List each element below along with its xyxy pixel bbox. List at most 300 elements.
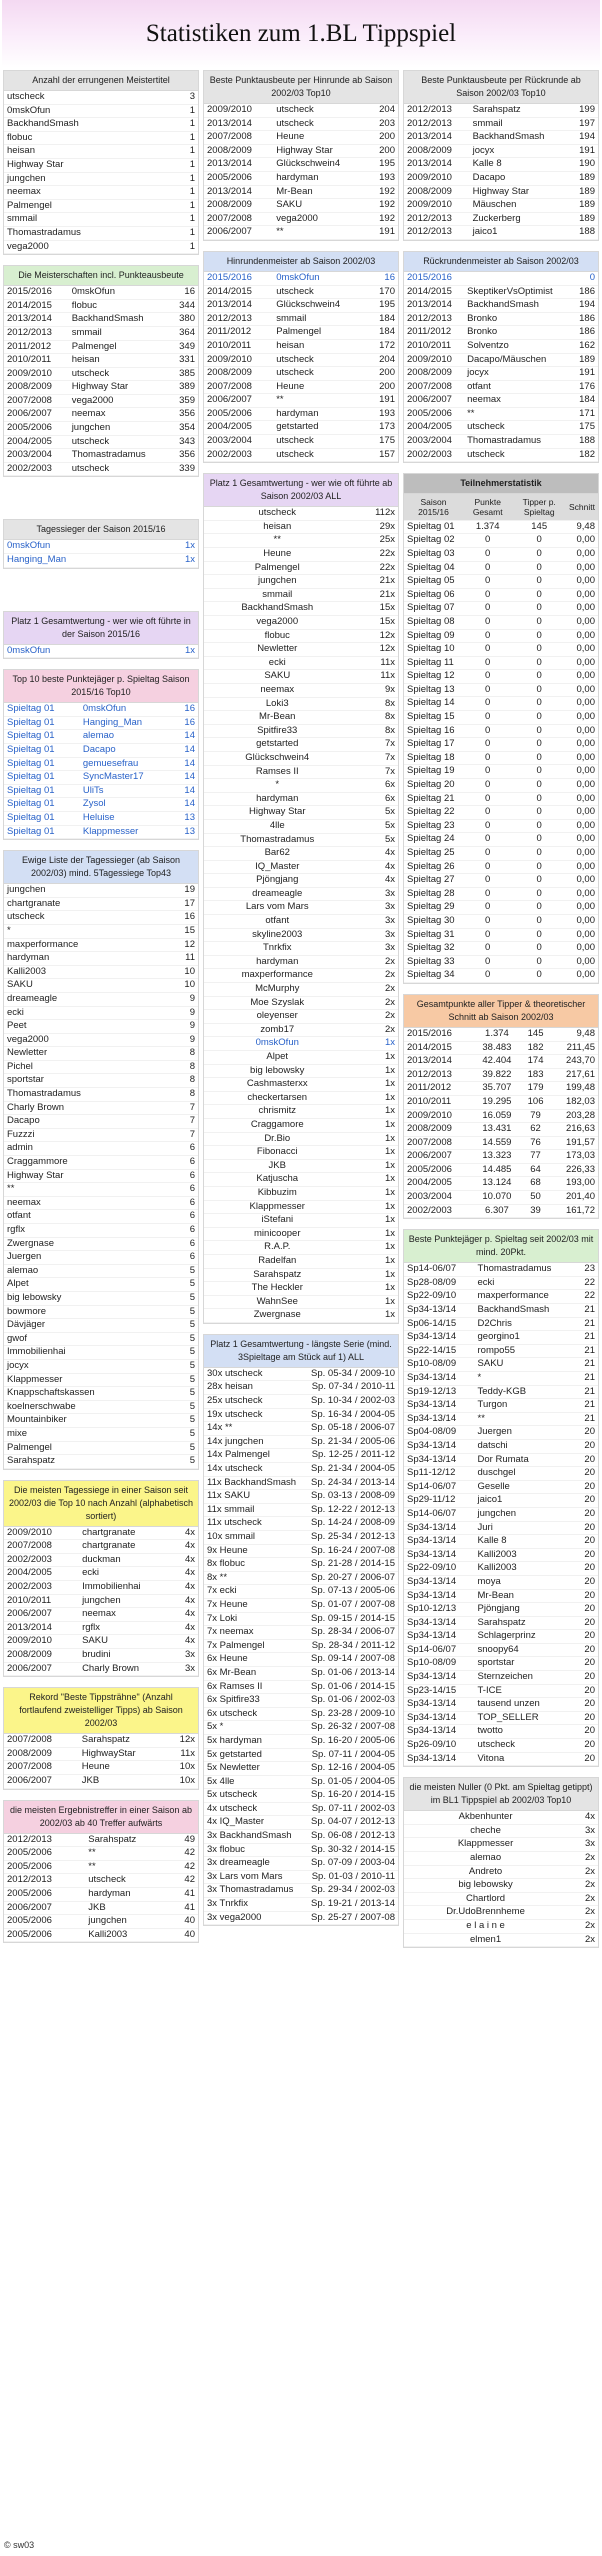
tippserie-cell: 5x 4lle [204, 1775, 304, 1789]
platz1all-cell: Highway Star [204, 806, 351, 820]
teilnehmer-cell: 0 [463, 547, 512, 561]
meistertitel-row [4, 145, 198, 159]
tippstraehne-row [4, 1761, 198, 1775]
tippserie-cell: 19x utscheck [204, 1408, 304, 1422]
teilnehmer-cell: 0,00 [566, 969, 598, 983]
bestejaeger-cell: 20 [577, 1616, 598, 1630]
platz1all-cell: 15x [351, 602, 399, 616]
bestejaeger-row [404, 1657, 598, 1671]
ewigeliste-row [4, 1047, 198, 1061]
ewigeliste-cell: Kalli2003 [4, 965, 169, 979]
teilnehmer-row [404, 847, 598, 861]
rueckrunde-row [404, 171, 598, 185]
tippstraehne-row [4, 1747, 198, 1761]
meisterschaften-cell: 2013/2014 [4, 313, 69, 327]
meistertitel-header: Anzahl der errungenen Meistertitel [4, 71, 198, 91]
bestejaeger-cell: 20 [577, 1684, 598, 1698]
teilnehmer-cell: Spieltag 03 [404, 547, 463, 561]
tippserie-row [204, 1449, 398, 1463]
bestejaeger-cell: rompo55 [475, 1344, 577, 1358]
hinrunde-cell: Mr-Bean [273, 185, 368, 199]
hinrundenmeister-cell: 191 [368, 394, 398, 408]
teilnehmer-cell: Spieltag 29 [404, 901, 463, 915]
hinrundenmeister-cell: 193 [368, 407, 398, 421]
gesamtpunkte-cell: 2007/2008 [404, 1136, 473, 1150]
ewigeliste-row [4, 1169, 198, 1183]
teilnehmer-cell: 0 [463, 751, 512, 765]
top10jaeger-cell: 0mskOfun [80, 703, 175, 716]
teilnehmer-cell: Spieltag 17 [404, 738, 463, 752]
platz1all-cell: Lars vom Mars [204, 901, 351, 915]
meisterschaften-cell: 2008/2009 [4, 381, 69, 395]
bestejaeger-cell: Juergen [475, 1426, 577, 1440]
platz1all-row [204, 507, 398, 520]
ewigeliste-cell: 5 [169, 1414, 198, 1428]
ergebnistreffer-box [3, 1800, 199, 1944]
platz1all-row [204, 779, 398, 793]
teilnehmer-cell: 0 [463, 534, 512, 548]
ewigeliste-cell: Sarahspatz [4, 1455, 169, 1469]
bestejaeger-cell: 20 [577, 1521, 598, 1535]
rueckrundenmeister-cell: 191 [572, 367, 598, 381]
meistertitel-cell: utscheck [4, 91, 174, 104]
gesamtpunkte-row [404, 1177, 598, 1191]
teilnehmer-cell: Spieltag 14 [404, 697, 463, 711]
meisterschaften-cell: Palmengel [69, 340, 171, 354]
bestejaeger-cell: Sp34-13/14 [404, 1304, 475, 1318]
bestejaeger-cell: Sp06-14/15 [404, 1317, 475, 1331]
rueckrundenmeister-cell: 2006/2007 [404, 394, 464, 408]
meistertitel-cell: 1 [174, 145, 198, 159]
platz1all-cell: Pjöngjang [204, 874, 351, 888]
tippstraehne-cell: HighwayStar [79, 1747, 167, 1761]
meisterschaften-row [4, 422, 198, 436]
bestejaeger-cell: 20 [577, 1426, 598, 1440]
hinrunde-cell: 2006/2007 [204, 226, 273, 240]
rueckrunde-header: Beste Punktausbeute per Rückrunde ab Saison 2002/03 Top10 [404, 71, 598, 104]
bestejaeger-cell: 20 [577, 1630, 598, 1644]
hinrundenmeister-cell: getstarted [273, 421, 368, 435]
hinrunde-cell: 192 [368, 185, 398, 199]
gesamtpunkte-cell: 2005/2006 [404, 1163, 473, 1177]
tippserie-cell: 11x utscheck [204, 1517, 304, 1531]
bestejaeger-row [404, 1711, 598, 1725]
page-title: Statistiken zum 1.BL Tippspiel [2, 0, 600, 68]
bestejaeger-row [404, 1426, 598, 1440]
tippserie-cell: 7x neemax [204, 1626, 304, 1640]
tippserie-cell: Sp. 01-07 / 2007-08 [304, 1598, 398, 1612]
rueckrundenmeister-cell: 2012/2013 [404, 312, 464, 326]
bestejaeger-cell: Mr-Bean [475, 1589, 577, 1603]
teilnehmer-cell: 0 [512, 914, 566, 928]
rueckrundenmeister-cell: 162 [572, 339, 598, 353]
rueckrundenmeister-cell: 2015/2016 [404, 272, 464, 285]
teilnehmer-cell: 0,00 [566, 724, 598, 738]
teilnehmer-cell: Spieltag 10 [404, 643, 463, 657]
ewigeliste-cell: 6 [169, 1196, 198, 1210]
meisterschaften-cell: 359 [170, 394, 198, 408]
tippstraehne-cell: 2006/2007 [4, 1775, 79, 1789]
meisterschaften-cell: 331 [170, 354, 198, 368]
hinrunde-row [204, 226, 398, 240]
meisterschaften-cell: neemax [69, 408, 171, 422]
tippserie-cell: Sp. 21-34 / 2005-06 [304, 1435, 398, 1449]
ewigeliste-cell: Knappschaftskassen [4, 1387, 169, 1401]
hinrunde-row [204, 104, 398, 117]
rueckrundenmeister-cell: Bronko [464, 326, 572, 340]
nuller-cell: 2x [567, 1852, 598, 1866]
tippserie-cell: 9x Heune [204, 1544, 304, 1558]
bestejaeger-row [404, 1507, 598, 1521]
tippserie-row [204, 1422, 398, 1436]
teilnehmer-cell: 0 [512, 711, 566, 725]
meistetagessiege-header: Die meisten Tagessiege in einer Saison seit 2002/03 die Top 10 nach Anzahl (alphabetisch sortiert) [4, 1481, 198, 1527]
platz1all-cell: dreameagle [204, 887, 351, 901]
hinrundenmeister-cell: 0mskOfun [273, 272, 368, 285]
rueckrundenmeister-cell: Dacapo/Mäuschen [464, 353, 572, 367]
ewigeliste-row [4, 1278, 198, 1292]
teilnehmer-cell: Spieltag 09 [404, 629, 463, 643]
meistetagessiege-cell: neemax [79, 1608, 174, 1622]
meisterschaften-cell: 389 [170, 381, 198, 395]
ewigeliste-cell: 6 [169, 1237, 198, 1251]
rueckrunde-cell: 2012/2013 [404, 226, 470, 240]
platz1all-cell: 1x [351, 1105, 399, 1119]
nuller-cell: 3x [567, 1824, 598, 1838]
tippserie-cell: Sp. 07-11 / 2002-03 [304, 1802, 398, 1816]
gesamtpunkte-cell: 16.059 [473, 1109, 521, 1123]
hinrunde-cell: ** [273, 226, 368, 240]
ewigeliste-cell: chartgranate [4, 897, 169, 911]
rueckrunde-cell: 2012/2013 [404, 104, 470, 117]
teilnehmer-cell: 0 [512, 656, 566, 670]
platz1all-cell: Moe Szyslak [204, 996, 351, 1010]
meisterschaften-cell: 344 [170, 299, 198, 313]
ewigeliste-cell: 5 [169, 1305, 198, 1319]
ewigeliste-row [4, 1455, 198, 1469]
teilnehmer-row [404, 738, 598, 752]
teilnehmer-cell: Spieltag 16 [404, 724, 463, 738]
platz1all-cell: 5x [351, 833, 399, 847]
teilnehmer-cell: 0 [512, 547, 566, 561]
top10jaeger-cell: 14 [174, 771, 198, 785]
ewigeliste-cell: Newletter [4, 1047, 169, 1061]
bestejaeger-row [404, 1616, 598, 1630]
bestejaeger-cell: georgino1 [475, 1331, 577, 1345]
teilnehmer-cell: 0 [512, 751, 566, 765]
platz1all-row [204, 548, 398, 562]
tippserie-row [204, 1558, 398, 1572]
meistertitel-cell: 0mskOfun [4, 104, 174, 118]
meistetagessiege-cell: 4x [174, 1608, 198, 1622]
meistertitel-cell: heisan [4, 145, 174, 159]
tagessieger-cell: 1x [160, 554, 198, 568]
hinrundenmeister-cell: 195 [368, 299, 398, 313]
ewigeliste-cell: Palmengel [4, 1441, 169, 1455]
meisterschaften-cell: 2005/2006 [4, 422, 69, 436]
bestejaeger-cell: Sp10-08/09 [404, 1657, 475, 1671]
rueckrundenmeister-cell: otfant [464, 380, 572, 394]
meistetagessiege-cell: 4x [174, 1635, 198, 1649]
tippserie-cell: 11x SAKU [204, 1490, 304, 1504]
tippserie-row [204, 1762, 398, 1776]
gesamtpunkte-cell: 39 [521, 1204, 551, 1218]
rueckrunde-row [404, 117, 598, 131]
hinrunde-cell: 195 [368, 158, 398, 172]
meisterschaften-row [4, 408, 198, 422]
ewigeliste-cell: big lebowsky [4, 1291, 169, 1305]
platz1all-cell: Radelfan [204, 1254, 351, 1268]
platz1all-row [204, 1146, 398, 1160]
rueckrundenmeister-cell: 2007/2008 [404, 380, 464, 394]
teilnehmer-row [404, 615, 598, 629]
bestejaeger-cell: Sp14-06/07 [404, 1643, 475, 1657]
bestejaeger-cell: jungchen [475, 1507, 577, 1521]
teilnehmer-cell: 0 [463, 615, 512, 629]
bestejaeger-cell: 20 [577, 1643, 598, 1657]
teilnehmer-cell: 0 [463, 575, 512, 589]
meistertitel-cell: 1 [174, 213, 198, 227]
teilnehmer-cell: 0 [512, 860, 566, 874]
hinrundenmeister-cell: ** [273, 394, 368, 408]
tippserie-cell: 30x utscheck [204, 1368, 304, 1381]
rueckrundenmeister-cell: 2008/2009 [404, 367, 464, 381]
teilnehmer-cell: 0 [512, 724, 566, 738]
meistertitel-cell: BackhandSmash [4, 118, 174, 132]
nuller-cell: Andreto [404, 1865, 567, 1879]
meistetagessiege-cell: 2004/2005 [4, 1567, 79, 1581]
ewigeliste-cell: bowmore [4, 1305, 169, 1319]
ewigeliste-cell: gwof [4, 1332, 169, 1346]
teilnehmer-cell: 0 [463, 874, 512, 888]
rueckrundenmeister-cell: neemax [464, 394, 572, 408]
ewigeliste-cell: Charly Brown [4, 1101, 169, 1115]
bestejaeger-cell: Kalle 8 [475, 1535, 577, 1549]
gesamtpunkte-cell: 64 [521, 1163, 551, 1177]
rueckrunde-cell: 189 [570, 171, 598, 185]
teilnehmer-cell: 0 [463, 969, 512, 983]
hinrunde-row [204, 185, 398, 199]
ergebnistreffer-header: die meisten Ergebnistreffer in einer Saison ab 2002/03 ab 40 Treffer aufwärts [4, 1801, 198, 1834]
teilnehmer-cell: 0 [463, 602, 512, 616]
platz1all-cell: McMurphy [204, 983, 351, 997]
tippserie-row [204, 1694, 398, 1708]
meisterschaften-row [4, 354, 198, 368]
platz1all-row [204, 833, 398, 847]
platz1all-row [204, 534, 398, 548]
hinrunde-row [204, 171, 398, 185]
rueckrunde-cell: Zuckerberg [470, 212, 570, 226]
rueckrunde-row [404, 104, 598, 117]
ewigeliste-cell: 6 [169, 1210, 198, 1224]
teilnehmer-row [404, 643, 598, 657]
hinrunde-cell: 2013/2014 [204, 158, 273, 172]
bestejaeger-row [404, 1385, 598, 1399]
nuller-cell: 2x [567, 1933, 598, 1947]
platz1all-row [204, 683, 398, 697]
ewigeliste-cell: 9 [169, 992, 198, 1006]
bestejaeger-cell: datschi [475, 1439, 577, 1453]
hinrunde-row [204, 158, 398, 172]
tippserie-cell: Sp. 09-15 / 2014-15 [304, 1612, 398, 1626]
platz1all-cell: 1x [351, 1118, 399, 1132]
ergebnistreffer-row [4, 1847, 198, 1861]
teilnehmer-row [404, 656, 598, 670]
tippserie-box [203, 1334, 399, 1926]
bestejaeger-cell: Dor Rumata [475, 1453, 577, 1467]
platz1all-cell: 8x [351, 697, 399, 711]
nuller-cell: 2x [567, 1906, 598, 1920]
ewigeliste-cell: 5 [169, 1332, 198, 1346]
meisterschaften-cell: 2004/2005 [4, 435, 69, 449]
gesamtpunkte-cell: 19.295 [473, 1095, 521, 1109]
platz1all-cell: 2x [351, 1023, 399, 1037]
teilnehmer-cell: Spieltag 21 [404, 792, 463, 806]
nuller-cell: 2x [567, 1865, 598, 1879]
top10jaeger-cell: SyncMaster17 [80, 771, 175, 785]
tippserie-row [204, 1843, 398, 1857]
teilnehmer-cell: Spieltag 30 [404, 914, 463, 928]
platz1all-row [204, 901, 398, 915]
meistetagessiege-cell: ecki [79, 1567, 174, 1581]
tippserie-header: Platz 1 Gesamtwertung - längste Serie (mind. 3Spieltage am Stück auf 1) ALL [204, 1335, 398, 1368]
bestejaeger-cell: Sp19-12/13 [404, 1385, 475, 1399]
rueckrundenmeister-row [404, 285, 598, 299]
ewigeliste-cell: koelnerschwabe [4, 1400, 169, 1414]
platz1all-cell: 7x [351, 765, 399, 779]
teilnehmer-cell: 0 [512, 683, 566, 697]
ewigeliste-cell: 8 [169, 1047, 198, 1061]
rueckrundenmeister-row [404, 312, 598, 326]
hinrundenmeister-cell: 2011/2012 [204, 326, 273, 340]
rueckrunde-cell: 189 [570, 199, 598, 213]
rueckrunde-cell: Kalle 8 [470, 158, 570, 172]
gesamtpunkte-cell: 13.431 [473, 1123, 521, 1137]
teilnehmer-cell: 0,00 [566, 629, 598, 643]
platz1all-cell: Ramses II [204, 765, 351, 779]
meistertitel-row [4, 199, 198, 213]
ewigeliste-cell: Alpet [4, 1278, 169, 1292]
platz1all-cell: 12x [351, 629, 399, 643]
meisterschaften-cell: vega2000 [69, 394, 171, 408]
bestejaeger-cell: Sp28-08/09 [404, 1276, 475, 1290]
platz1all-cell: 2x [351, 955, 399, 969]
rueckrundenmeister-row [404, 299, 598, 313]
bestejaeger-cell: Sp34-13/14 [404, 1616, 475, 1630]
ewigeliste-row [4, 1400, 198, 1414]
ergebnistreffer-cell: Sarahspatz [85, 1834, 171, 1847]
platz1all-cell: 1x [351, 1146, 399, 1160]
bestejaeger-cell: 21 [577, 1358, 598, 1372]
ergebnistreffer-cell: 41 [172, 1887, 198, 1901]
rueckrundenmeister-cell: utscheck [464, 448, 572, 462]
bestejaeger-cell: Geselle [475, 1480, 577, 1494]
meisterschaften-row [4, 381, 198, 395]
top10jaeger-cell: gemuesefrau [80, 757, 175, 771]
platz1all-row [204, 1186, 398, 1200]
ewigeliste-row [4, 1319, 198, 1333]
ewigeliste-row [4, 911, 198, 925]
ewigeliste-cell: 8 [169, 1060, 198, 1074]
teilnehmer-cell: Spieltag 19 [404, 765, 463, 779]
hinrundenmeister-cell: 173 [368, 421, 398, 435]
meistetagessiege-row [4, 1635, 198, 1649]
teilnehmer-cell: Spieltag 33 [404, 955, 463, 969]
tagessieger-cell: Hanging_Man [4, 554, 160, 568]
meistetagessiege-row [4, 1540, 198, 1554]
meisterschaften-cell: 356 [170, 408, 198, 422]
teilnehmer-cell: Spieltag 08 [404, 615, 463, 629]
gesamtpunkte-box [403, 994, 599, 1219]
nuller-row [404, 1838, 598, 1852]
hinrundenmeister-cell: smmail [273, 312, 368, 326]
meistertitel-cell: smmail [4, 213, 174, 227]
tippserie-cell: Sp. 28-34 / 2006-07 [304, 1626, 398, 1640]
meistertitel-cell: 1 [174, 226, 198, 240]
teilnehmer-cell: 0,00 [566, 602, 598, 616]
ewigeliste-cell: 5 [169, 1291, 198, 1305]
top10jaeger-cell: 13 [174, 811, 198, 825]
tippserie-cell: 3x Thomastradamus [204, 1884, 304, 1898]
platz1all-cell: big lebowsky [204, 1064, 351, 1078]
tippstraehne-cell: 11x [167, 1747, 198, 1761]
platz1all-row [204, 860, 398, 874]
hinrunde-cell: utscheck [273, 104, 368, 117]
teilnehmer-row [404, 792, 598, 806]
teilnehmer-cell: 0 [512, 697, 566, 711]
platz1all-cell: Fibonacci [204, 1146, 351, 1160]
bestejaeger-cell: Turgon [475, 1399, 577, 1413]
bestejaeger-cell: 20 [577, 1739, 598, 1753]
teilnehmer-cell: 0 [512, 534, 566, 548]
hinrundenmeister-row [204, 339, 398, 353]
meistetagessiege-cell: 3x [174, 1662, 198, 1676]
platz1all-cell: 1x [351, 1227, 399, 1241]
gesamtpunkte-cell: 201,40 [550, 1191, 598, 1205]
teilnehmer-row [404, 901, 598, 915]
platz1all-row [204, 819, 398, 833]
tippserie-cell: 10x smmail [204, 1531, 304, 1545]
top10jaeger-cell: 16 [174, 703, 198, 716]
gesamtpunkte-cell: 14.485 [473, 1163, 521, 1177]
meistetagessiege-cell: Immobilienhai [79, 1581, 174, 1595]
nuller-cell: e l a i n e [404, 1919, 567, 1933]
bestejaeger-cell: 22 [577, 1276, 598, 1290]
platz1all-row [204, 1159, 398, 1173]
tippstraehne-box [3, 1687, 199, 1789]
rueckrunde-cell: 2008/2009 [404, 185, 470, 199]
meistetagessiege-row [4, 1608, 198, 1622]
teilnehmer-col-tipper: Tipper p. Spieltag [512, 494, 566, 520]
gesamtpunkte-cell: 14.559 [473, 1136, 521, 1150]
teilnehmer-cell: 0 [463, 942, 512, 956]
meisterschaften-cell: 0mskOfun [69, 286, 171, 299]
ewigeliste-cell: 17 [169, 897, 198, 911]
rueckrunde-cell: 188 [570, 226, 598, 240]
rueckrunde-cell: 2013/2014 [404, 158, 470, 172]
teilnehmer-cell: 0 [512, 779, 566, 793]
meisterschaften-cell: 2014/2015 [4, 299, 69, 313]
ewigeliste-row [4, 897, 198, 911]
platz1all-row [204, 656, 398, 670]
gesamtpunkte-cell: 2010/2011 [404, 1095, 473, 1109]
nuller-cell: 3x [567, 1838, 598, 1852]
platz1all-cell: 1x [351, 1282, 399, 1296]
meistetagessiege-cell: 2006/2007 [4, 1608, 79, 1622]
gesamtpunkte-cell: 1.374 [473, 1028, 521, 1041]
ewigeliste-row [4, 1060, 198, 1074]
meisterschaften-row [4, 462, 198, 476]
